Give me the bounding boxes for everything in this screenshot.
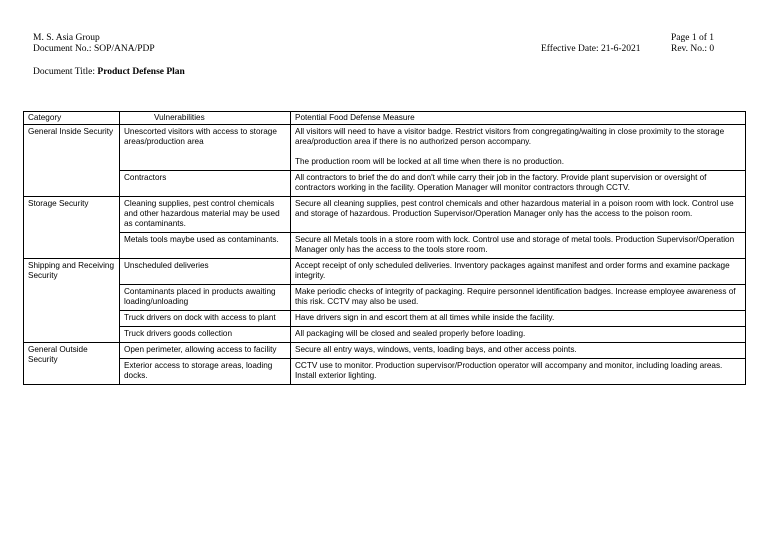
vulnerability-cell: Contaminants placed in products awaiting loading/unloading	[120, 285, 291, 311]
revision-number: Rev. No.: 0	[671, 44, 715, 54]
measure-text: Secure all entry ways, windows, vents, loading bays, and other access points.	[295, 345, 577, 354]
measure-cell	[291, 311, 746, 327]
measure-text: The production room will be locked at all time when there is no production.	[295, 157, 564, 166]
table-header-row	[24, 112, 746, 125]
measure-text: Make periodic checks of integrity of packaging. Require personnel identification badges. Increase employee awareness of this risk. CCTV may also be used.	[295, 287, 736, 306]
measure-text: All contractors to brief the do and don't while carry their job in the factory. Provide plant supervision or oversight of contractors working in the facility. Operation Manager will monitor contractors through CCTV.	[295, 173, 707, 192]
table-row	[24, 125, 746, 171]
measure-cell	[291, 233, 746, 259]
vulnerability-cell: Contractors	[120, 171, 291, 197]
measure-text: Accept receipt of only scheduled deliveries. Inventory packages against manifest and order forms and examine package integrity.	[295, 261, 730, 280]
measure-text: All visitors will need to have a visitor badge. Restrict visitors from congregating/waiting in close proximity to the storage area/production area if there is no authorized person accompany.	[295, 127, 725, 146]
table-row	[24, 327, 746, 343]
vulnerability-cell: Truck drivers goods collection	[120, 327, 291, 343]
category-cell: General Outside Security	[24, 343, 120, 385]
table-row	[24, 311, 746, 327]
measure-cell	[291, 171, 746, 197]
column-header-measure: Potential Food Defense Measure	[291, 112, 746, 125]
table-row	[24, 259, 746, 285]
column-header-vulnerabilities: Vulnerabilities	[120, 112, 291, 125]
measure-cell	[291, 285, 746, 311]
measure-text: CCTV use to monitor. Production supervisor/Production operator will accompany and monitor, including loading areas. Install exterior lighting.	[295, 361, 723, 380]
document-title	[33, 67, 185, 78]
document-title-value: Product Defense Plan	[97, 67, 185, 77]
table-row	[24, 171, 746, 197]
effective-date: Effective Date: 21-6-2021	[541, 44, 641, 54]
category-cell: Shipping and Receiving Security	[24, 259, 120, 343]
organization-name: M. S. Asia Group	[33, 33, 100, 43]
vulnerability-cell: Unescorted visitors with access to storage areas/production area	[120, 125, 291, 171]
document-title-label: Document Title:	[33, 67, 96, 77]
page-number: Page 1 of 1	[671, 33, 715, 43]
table-row	[24, 343, 746, 359]
measure-text: Have drivers sign in and escort them at all times while inside the facility.	[295, 313, 555, 322]
table-row	[24, 359, 746, 385]
table-row	[24, 233, 746, 259]
measure-cell	[291, 359, 746, 385]
column-header-category: Category	[24, 112, 120, 125]
table-row	[24, 197, 746, 233]
measure-text: Secure all Metals tools in a store room with lock. Control use and storage of metal tools. Production Supervisor/Operation Manager only has the access to the tools store room.	[295, 235, 735, 254]
defense-plan-table	[23, 111, 746, 385]
measure-cell	[291, 343, 746, 359]
measure-text: Secure all cleaning supplies, pest control chemicals and other hazardous material in a poison room with lock. Control use and storage of hazardous. Production Supervisor/Operation Manager only has the access to the poison room.	[295, 199, 734, 218]
vulnerability-cell: Unscheduled deliveries	[120, 259, 291, 285]
category-cell: Storage Security	[24, 197, 120, 259]
measure-cell	[291, 327, 746, 343]
table-row	[24, 285, 746, 311]
measure-cell	[291, 125, 746, 171]
measure-text: All packaging will be closed and sealed properly before loading.	[295, 329, 526, 338]
measure-cell	[291, 259, 746, 285]
vulnerability-cell: Metals tools maybe used as contaminants.	[120, 233, 291, 259]
category-cell: General Inside Security	[24, 125, 120, 197]
table-body	[24, 125, 746, 385]
vulnerability-cell: Exterior access to storage areas, loading docks.	[120, 359, 291, 385]
vulnerability-cell: Truck drivers on dock with access to plant	[120, 311, 291, 327]
document-number: Document No.: SOP/ANA/PDP	[33, 44, 155, 54]
measure-cell	[291, 197, 746, 233]
vulnerability-cell: Cleaning supplies, pest control chemicals and other hazardous material may be used as contaminants.	[120, 197, 291, 233]
vulnerability-cell: Open perimeter, allowing access to facility	[120, 343, 291, 359]
